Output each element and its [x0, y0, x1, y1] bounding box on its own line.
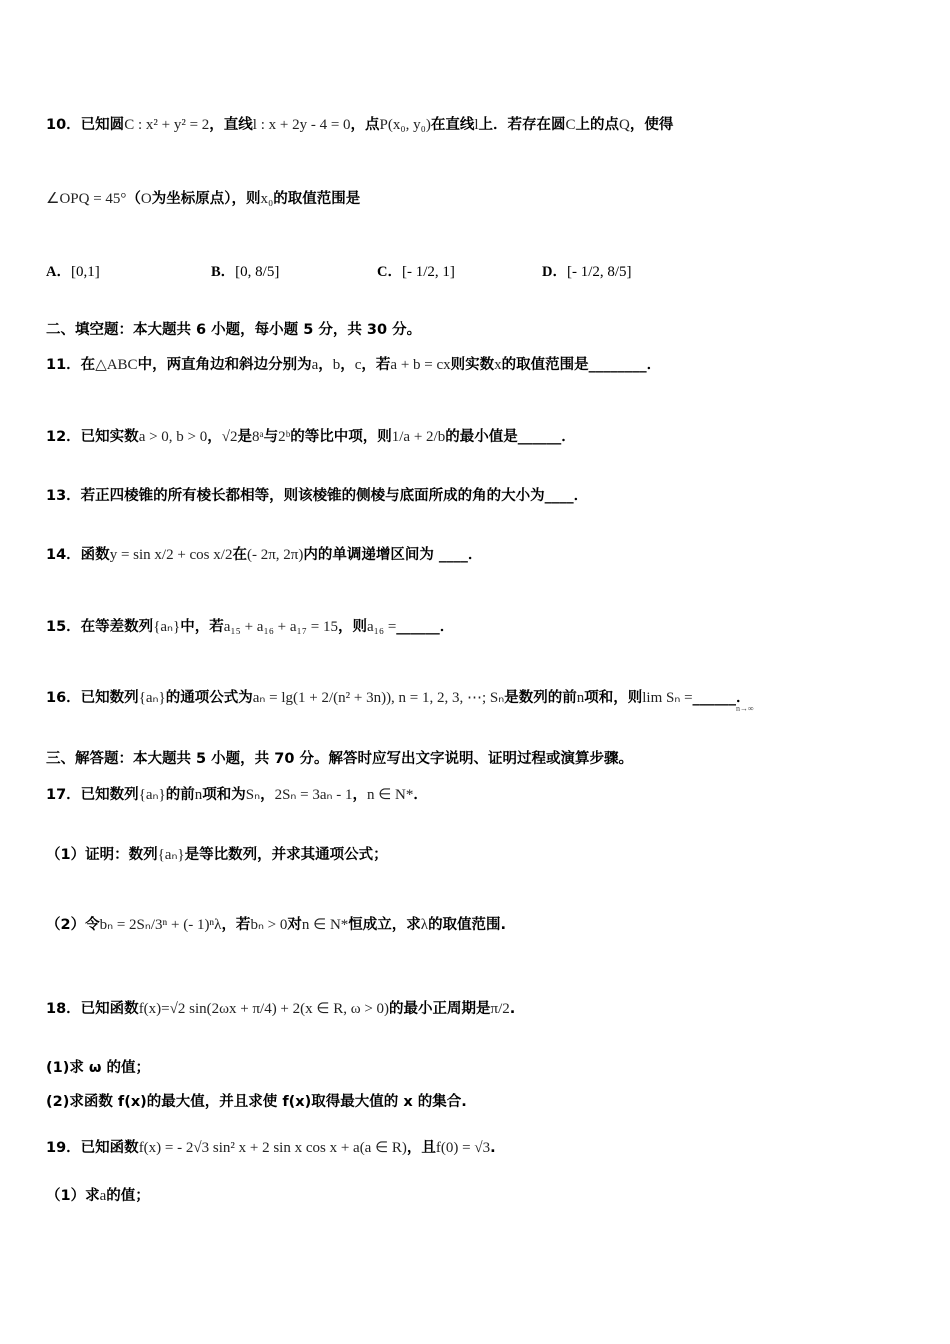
math-expression: Q [619, 117, 630, 133]
math-expression: {aₙ} [157, 847, 185, 863]
question-text: 是 [237, 429, 252, 445]
question-text: . [509, 1001, 516, 1017]
q17-part2 [46, 915, 506, 935]
math-expression: bₙ > 0 [250, 917, 288, 933]
question-text: ______． [692, 690, 751, 706]
math-expression: ∠OPQ = 45° [46, 191, 127, 207]
math-expression: 1/a + 2/b [391, 429, 446, 445]
math-expression: C : x² + y² = 2 [124, 117, 210, 133]
question-text: 中，若 [180, 619, 224, 635]
question-text: 的最小值是______． [445, 429, 576, 445]
math-expression: 2ᵇ [278, 429, 291, 445]
math-expression: 2Sₙ = 3aₙ - 1 [274, 787, 353, 803]
question-text: 是数列的前 [504, 690, 577, 706]
question-text: ，则 [337, 619, 367, 635]
math-expression: x [494, 357, 502, 373]
math-expression: f(x) = - 2√3 sin² x + 2 sin x cos x + a(a ∈ R) [138, 1140, 407, 1156]
q18-part1: (1)求 ω 的值； [46, 1060, 151, 1076]
q11-line [46, 355, 661, 375]
question-text: 的等比中项，则 [290, 429, 392, 445]
math-expression: C [565, 117, 576, 133]
q10-line2 [46, 189, 360, 209]
question-text: 上的点 [575, 117, 620, 133]
question-text: 为坐标原点），则 [151, 191, 261, 207]
math-expression: a₁₆ = [366, 619, 397, 635]
math-expression: √2 [221, 429, 238, 445]
q10-option-b: B．[0, 8/5] [211, 264, 280, 280]
question-text: 内的单调递增区间为 ____． [303, 547, 483, 563]
question-text: ，若 [221, 917, 251, 933]
question-text: ，直线 [209, 117, 253, 133]
question-text: 10．已知圆 [46, 117, 125, 133]
q18-line [46, 999, 515, 1019]
question-text: （1）求 [46, 1188, 100, 1204]
q18-part2: (2)求函数 f(x)的最大值，并且求使 f(x)取得最大值的 x 的集合. [46, 1094, 467, 1110]
question-text: ． [413, 787, 428, 803]
math-expression: O [140, 191, 152, 207]
math-expression: f(0) = √3 [435, 1140, 491, 1156]
question-text: 项和为 [202, 787, 246, 803]
math-expression: n ∈ N* [366, 787, 414, 803]
math-expression: l : x + 2y - 4 = 0 [252, 117, 351, 133]
math-expression: λ [420, 917, 429, 933]
question-text: ，且 [406, 1140, 436, 1156]
question-text: 14．函数 [46, 547, 110, 563]
question-text: 则实数 [450, 357, 495, 373]
q16-limit-subscript: n→∞ [736, 704, 754, 713]
math-expression: P(x₀, y₀) [379, 117, 431, 133]
question-text: 15．在等差数列 [46, 619, 154, 635]
question-text: （1）证明：数列 [46, 847, 158, 863]
math-expression: {aₙ} [138, 787, 166, 803]
question-text: ， [340, 357, 355, 373]
math-expression: {aₙ} [153, 619, 181, 635]
question-text: 12．已知实数 [46, 429, 139, 445]
question-text: （ [126, 191, 141, 207]
question-text: 的前 [165, 787, 195, 803]
q19-part1 [46, 1186, 150, 1206]
question-text: 在 [232, 547, 247, 563]
question-text: 恒成立，求 [348, 917, 421, 933]
question-text: ，点 [350, 117, 380, 133]
math-expression: 8ᵃ [252, 429, 264, 445]
math-expression: f(x)=√2 sin(2ωx + π/4) + 2(x ∈ R, ω > 0) [138, 1001, 390, 1017]
question-text: 是等比数列，并求其通项公式； [184, 847, 388, 863]
math-expression: n [194, 787, 203, 803]
math-expression: x₀ [260, 191, 274, 207]
question-text: 项和，则 [584, 690, 643, 706]
math-expression: n [576, 690, 585, 706]
question-text: . [490, 1140, 496, 1156]
math-expression: a [99, 1188, 107, 1204]
q17-line [46, 785, 428, 805]
question-text: 的取值范围. [428, 917, 507, 933]
question-text: 16．已知数列 [46, 690, 139, 706]
question-text: 的取值范围是 [273, 191, 361, 207]
math-expression: l [474, 117, 479, 133]
math-expression: a + b = cx [390, 357, 451, 373]
question-text: 的通项公式为 [165, 690, 253, 706]
question-text: 18．已知函数 [46, 1001, 139, 1017]
question-text: ，使得 [629, 117, 674, 133]
q10-option-d: D．[- 1/2, 8/5] [542, 264, 632, 280]
q10-line1 [46, 115, 673, 135]
math-expression: a [311, 357, 319, 373]
question-text: 11．在 [46, 357, 96, 373]
math-expression: π/2 [490, 1001, 510, 1017]
section-solution-heading: 三、解答题：本大题共 5 小题，共 70 分。解答时应写出文字说明、证明过程或演算步骤。 [46, 751, 633, 767]
question-text: ， [318, 357, 333, 373]
question-text: 对 [287, 917, 302, 933]
question-text: 在直线 [430, 117, 475, 133]
math-expression: n ∈ N* [301, 917, 349, 933]
question-text: 的最小正周期是 [389, 1001, 491, 1017]
question-text: 中，两直角边和斜边分别为 [137, 357, 312, 373]
q14-line [46, 545, 482, 565]
question-text: 的取值范围是________． [501, 357, 662, 373]
math-expression: lim Sₙ = [642, 690, 693, 706]
question-text: 上．若存在圆 [478, 117, 566, 133]
math-expression: a > 0, b > 0 [138, 429, 208, 445]
question-text: ， [260, 787, 275, 803]
question-text: 的值； [106, 1188, 150, 1204]
math-expression: b [332, 357, 341, 373]
q17-part1 [46, 845, 388, 865]
math-expression: (- 2π, 2π) [246, 547, 304, 563]
math-expression: Sₙ [245, 787, 261, 803]
q10-option-c: C．[- 1/2, 1] [377, 264, 455, 280]
q10-option-a: A．[0,1] [46, 264, 100, 280]
question-text: 17．已知数列 [46, 787, 139, 803]
math-expression: y = sin x/2 + cos x/2 [109, 547, 233, 563]
q13-line: 13．若正四棱锥的所有棱长都相等，则该棱锥的侧棱与底面所成的角的大小为____． [46, 488, 589, 504]
question-text: （2）令 [46, 917, 100, 933]
q19-line [46, 1138, 496, 1158]
math-expression: △ABC [95, 357, 138, 373]
q16-line [46, 688, 751, 708]
question-text: 19．已知函数 [46, 1140, 139, 1156]
math-expression: {aₙ} [138, 690, 166, 706]
q15-line [46, 617, 454, 637]
q12-line [46, 427, 576, 447]
question-text: ______． [396, 619, 455, 635]
question-text: 与 [263, 429, 279, 445]
math-expression: bₙ = 2Sₙ/3ⁿ + (- 1)ⁿλ [99, 917, 222, 933]
question-text: ， [207, 429, 222, 445]
math-expression: aₙ = lg(1 + 2/(n² + 3n)), n = 1, 2, 3, ⋯; Sₙ [252, 690, 505, 706]
math-expression: c [354, 357, 362, 373]
math-expression: a₁₅ + a₁₆ + a₁₇ = 15 [223, 619, 338, 635]
question-text: ，若 [361, 357, 391, 373]
question-text: ， [352, 787, 367, 803]
section-fill-in-heading: 二、填空题：本大题共 6 小题，每小题 5 分，共 30 分。 [46, 322, 422, 338]
